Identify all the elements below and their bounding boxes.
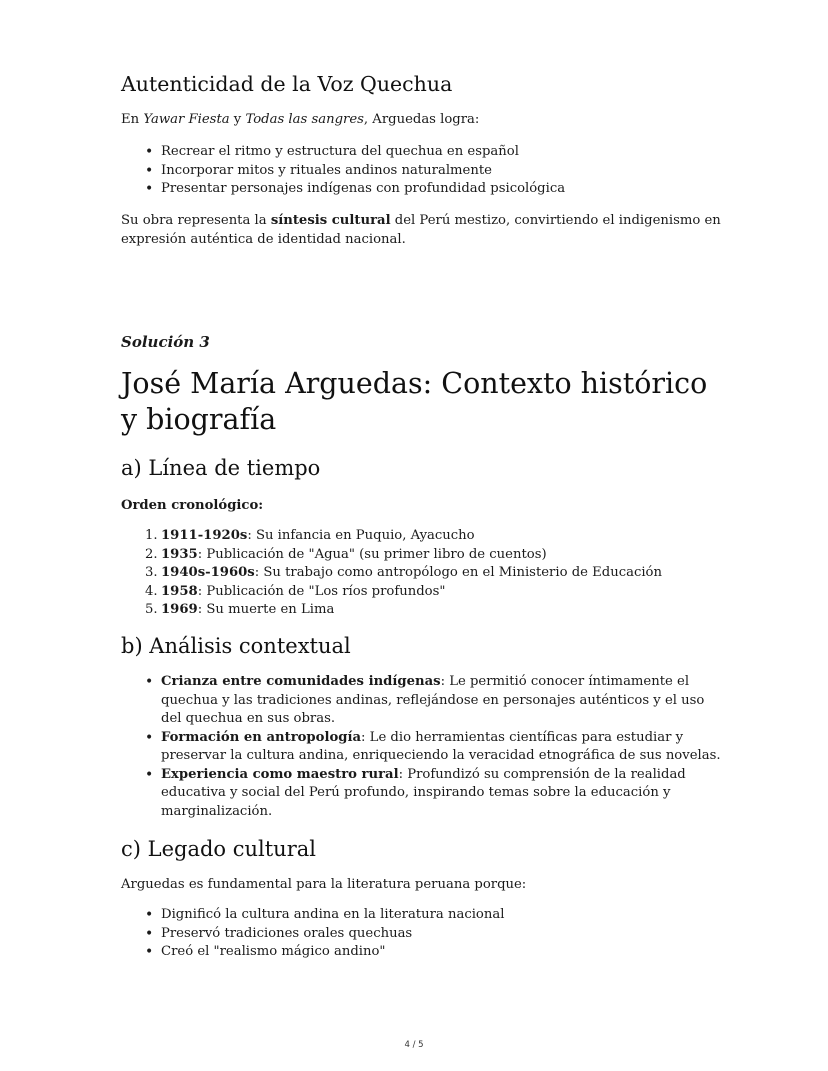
page-title: José María Arguedas: Contexto histórico y biografía (121, 367, 708, 436)
timeline-item: 1. 1911-1920s: Su infancia en Puquio, Ayacucho (145, 528, 475, 543)
timeline-subtitle: Orden cronológico: (121, 498, 264, 513)
section-title-autenticidad: Autenticidad de la Voz Quechua (121, 72, 453, 96)
list-item: • Experiencia como maestro rural: Profundizó su comprensión de la realidad educativa y social del Perú profundo, inspirando temas sobre la educación y marginalización. (121, 766, 721, 822)
autenticidad-list (121, 143, 721, 199)
list-item: • Incorporar mitos y rituales andinos naturalmente (121, 162, 721, 181)
section-title-legacy: c) Legado cultural (121, 837, 316, 861)
autenticidad-closing: Su obra representa la síntesis cultural del Perú mestizo, convirtiendo el indigenismo en expresión auténtica de identidad nacional. (121, 213, 721, 247)
work-title-todas-las-sangres: Todas las sangres (245, 112, 364, 127)
timeline-item: 5. 1969: Su muerte en Lima (145, 602, 335, 617)
timeline-item: 2. 1935: Publicación de "Agua" (su primer libro de cuentos) (145, 546, 547, 562)
timeline-item: 4. 1958: Publicación de "Los ríos profundos" (145, 583, 446, 599)
list-item: • Recrear el ritmo y estructura del quechua en español (121, 143, 721, 162)
timeline-list (121, 527, 721, 620)
solution-label: Solución 3 (121, 333, 210, 351)
list-item: • Preservó tradiciones orales quechuas (121, 925, 721, 944)
list-item: • Formación en antropología: Le dio herramientas científicas para estudiar y preservar la cultura andina, enriqueciendo la veracidad etnográfica de sus novelas. (121, 729, 721, 766)
list-item: • Dignificó la cultura andina en la literatura nacional (121, 906, 721, 925)
autenticidad-intro: En Yawar Fiesta y Todas las sangres, Arguedas logra: (121, 112, 480, 127)
work-title-yawar-fiesta: Yawar Fiesta (143, 112, 230, 127)
section-title-context: b) Análisis contextual (121, 634, 351, 658)
page-number: 4 / 5 (404, 1040, 424, 1050)
list-item: • Creó el "realismo mágico andino" (121, 943, 721, 962)
timeline-item: 3. 1940s-1960s: Su trabajo como antropólogo en el Ministerio de Educación (145, 565, 662, 580)
context-list (121, 673, 721, 821)
legacy-intro: Arguedas es fundamental para la literatura peruana porque: (121, 877, 527, 892)
list-item: • Presentar personajes indígenas con profundidad psicológica (121, 180, 721, 199)
section-title-timeline: a) Línea de tiempo (121, 456, 321, 480)
list-item: • Crianza entre comunidades indígenas: Le permitió conocer íntimamente el quechua y las tradiciones andinas, reflejándose en personajes auténticos y el uso del quechua en sus obras. (121, 673, 721, 729)
legacy-list (121, 906, 721, 962)
